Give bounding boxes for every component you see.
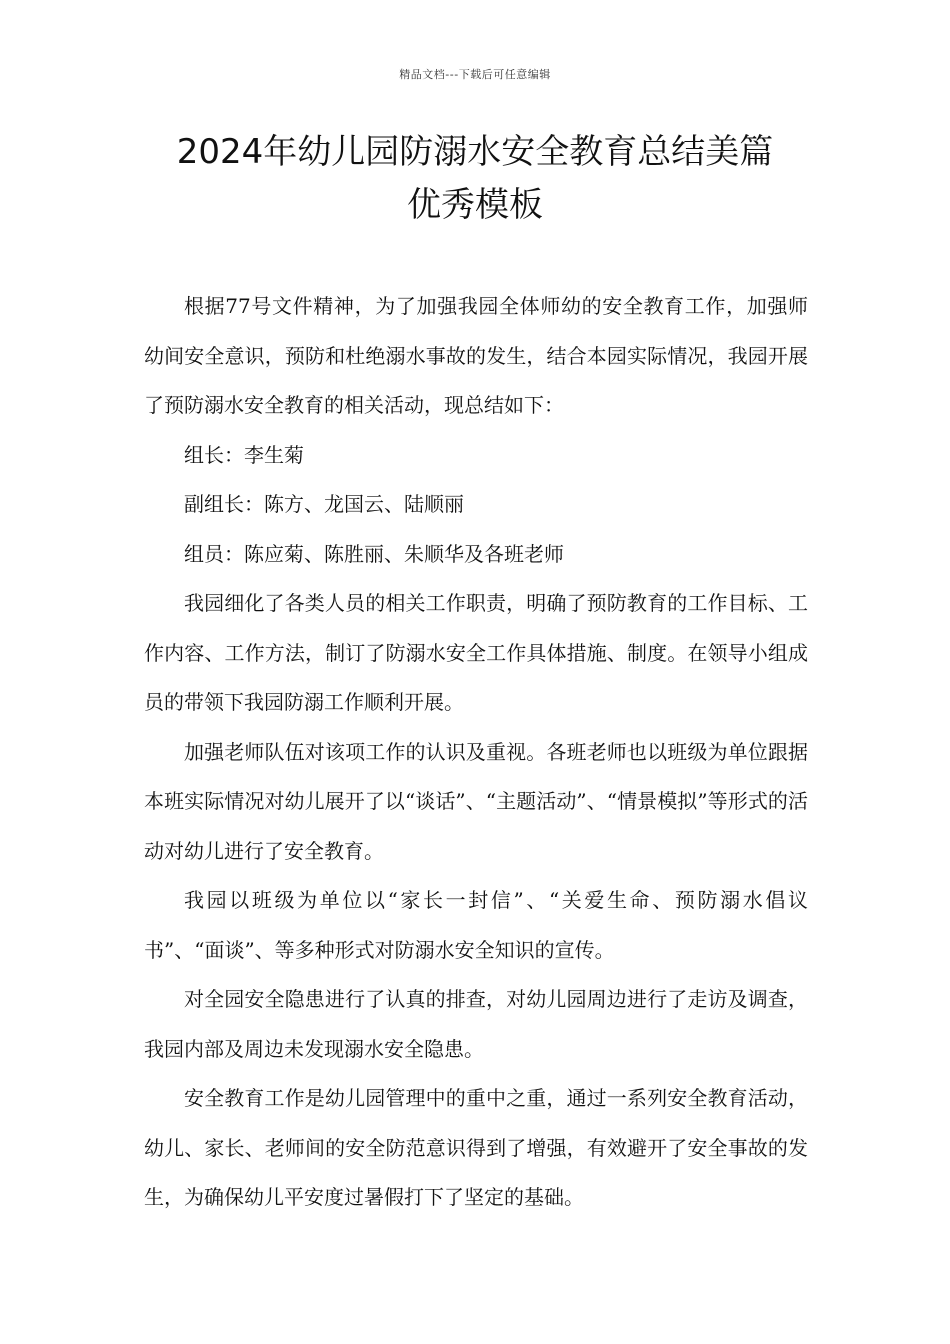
document-body: [144, 282, 808, 1223]
document-title: [100, 126, 850, 232]
document-title-line-2: 优秀模板: [407, 185, 543, 225]
paragraph-intro: 根据77号文件精神，为了加强我园全体师幼的安全教育工作，加强师幼间安全意识，预防和杜绝溺水事故的发生，结合本园实际情况，我园开展了预防溺水安全教育的相关活动，现总结如下：: [144, 294, 808, 417]
paragraph-deputy-leaders: 副组长：陈方、龙国云、陆顺丽: [184, 492, 464, 516]
page-header-note: 精品文档---下载后可任意编辑: [399, 68, 551, 81]
document-title-line-1: 2024年幼儿园防溺水安全教育总结美篇: [176, 132, 774, 172]
paragraph-teacher-training: 加强老师队伍对该项工作的认识及重视。各班老师也以班级为单位跟据本班实际情况对幼儿展开了以“谈话”、“主题活动”、“情景模拟”等形式的活动对幼儿进行了安全教育。: [144, 739, 808, 863]
paragraph-group-members: 组员：陈应菊、陈胜丽、朱顺华及各班老师: [184, 541, 564, 566]
paragraph-group-leader: 组长：李生菊: [184, 442, 304, 467]
paragraph-responsibilities: 我园细化了各类人员的相关工作职责，明确了预防教育的工作目标、工作内容、工作方法，制订了防溺水安全工作具体措施、制度。在领导小组成员的带领下我园防溺工作顺利开展。: [144, 591, 808, 714]
paragraph-conclusion: 安全教育工作是幼儿园管理中的重中之重，通过一系列安全教育活动，幼儿、家长、老师间的安全防范意识得到了增强，有效避开了安全事故的发生，为确保幼儿平安度过暑假打下了坚定的基础。: [144, 1086, 808, 1209]
paragraph-parent-outreach: 我园以班级为单位以“家长一封信”、“关爱生命、预防溺水倡议书”、“面谈”、等多种形式对防溺水安全知识的宣传。: [144, 888, 808, 962]
paragraph-hazard-inspection: 对全园安全隐患进行了认真的排查，对幼儿园周边进行了走访及调查，我园内部及周边未发现溺水安全隐患。: [144, 987, 808, 1061]
